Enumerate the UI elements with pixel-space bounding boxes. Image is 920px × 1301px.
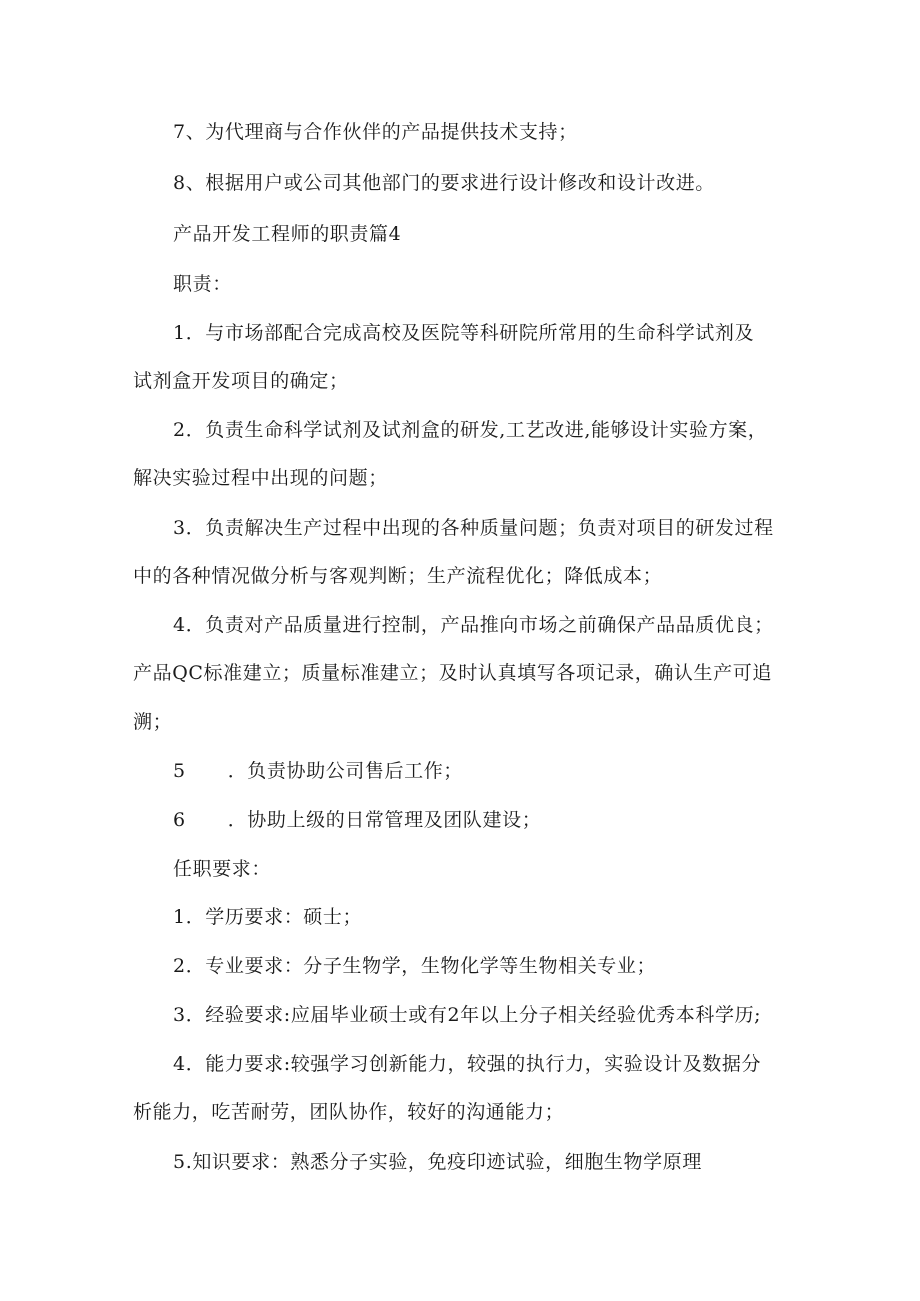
requirement-4-line-1: 4．能力要求:较强学习创新能力，较强的执行力，实验设计及数据分 [173,1053,762,1075]
duty-6-number: 6 [173,809,186,831]
requirement-1: 1．学历要求：硕士； [173,906,363,928]
requirement-4-line-2: 析能力，吃苦耐劳，团队协作，较好的沟通能力； [133,1101,565,1123]
duty-item-6 [173,808,541,832]
duty-5-number: 5 [173,760,186,782]
duty-item-8: 8、根据用户或公司其他部门的要求进行设计修改和设计改进。 [173,172,715,194]
duty-3-line-1: 3．负责解决生产过程中出现的各种质量问题；负责对项目的研发过程 [173,517,774,539]
duty-1-line-2: 试剂盒开发项目的确定； [133,370,349,392]
requirement-5: 5.知识要求：熟悉分子实验，免疫印迹试验，细胞生物学原理 [173,1151,702,1173]
duties-label: 职责： [173,273,232,295]
duty-item-7: 7、为代理商与合作伙伴的产品提供技术支持； [173,121,578,143]
duty-4-line-2: 产品QC标准建立；质量标准建立；及时认真填写各项记录，确认生产可追 [133,662,772,684]
duty-2-line-1: 2．负责生命科学试剂及试剂盒的研发,工艺改进,能够设计实验方案， [173,419,768,441]
duty-item-5 [173,759,463,783]
requirement-2: 2．专业要求：分子生物学，生物化学等生物相关专业； [173,955,657,977]
duty-4-line-1: 4．负责对产品质量进行控制，产品推向市场之前确保产品品质优良； [173,614,774,636]
duty-4-line-3: 溯； [133,711,173,733]
requirements-label: 任职要求： [173,858,272,880]
duty-1-line-1: 1．与市场部配合完成高校及医院等科研院所常用的生命科学试剂及 [173,322,755,344]
section-heading: 产品开发工程师的职责篇4 [173,223,402,245]
duty-5-text: ．负责协助公司售后工作； [227,760,463,782]
duty-3-line-2: 中的各种情况做分析与客观判断；生产流程优化；降低成本； [133,565,663,587]
requirement-3: 3．经验要求:应届毕业硕士或有2年以上分子相关经验优秀本科学历; [173,1004,762,1026]
duty-2-line-2: 解决实验过程中出现的问题； [133,467,388,489]
duty-6-text: ．协助上级的日常管理及团队建设； [227,809,542,831]
